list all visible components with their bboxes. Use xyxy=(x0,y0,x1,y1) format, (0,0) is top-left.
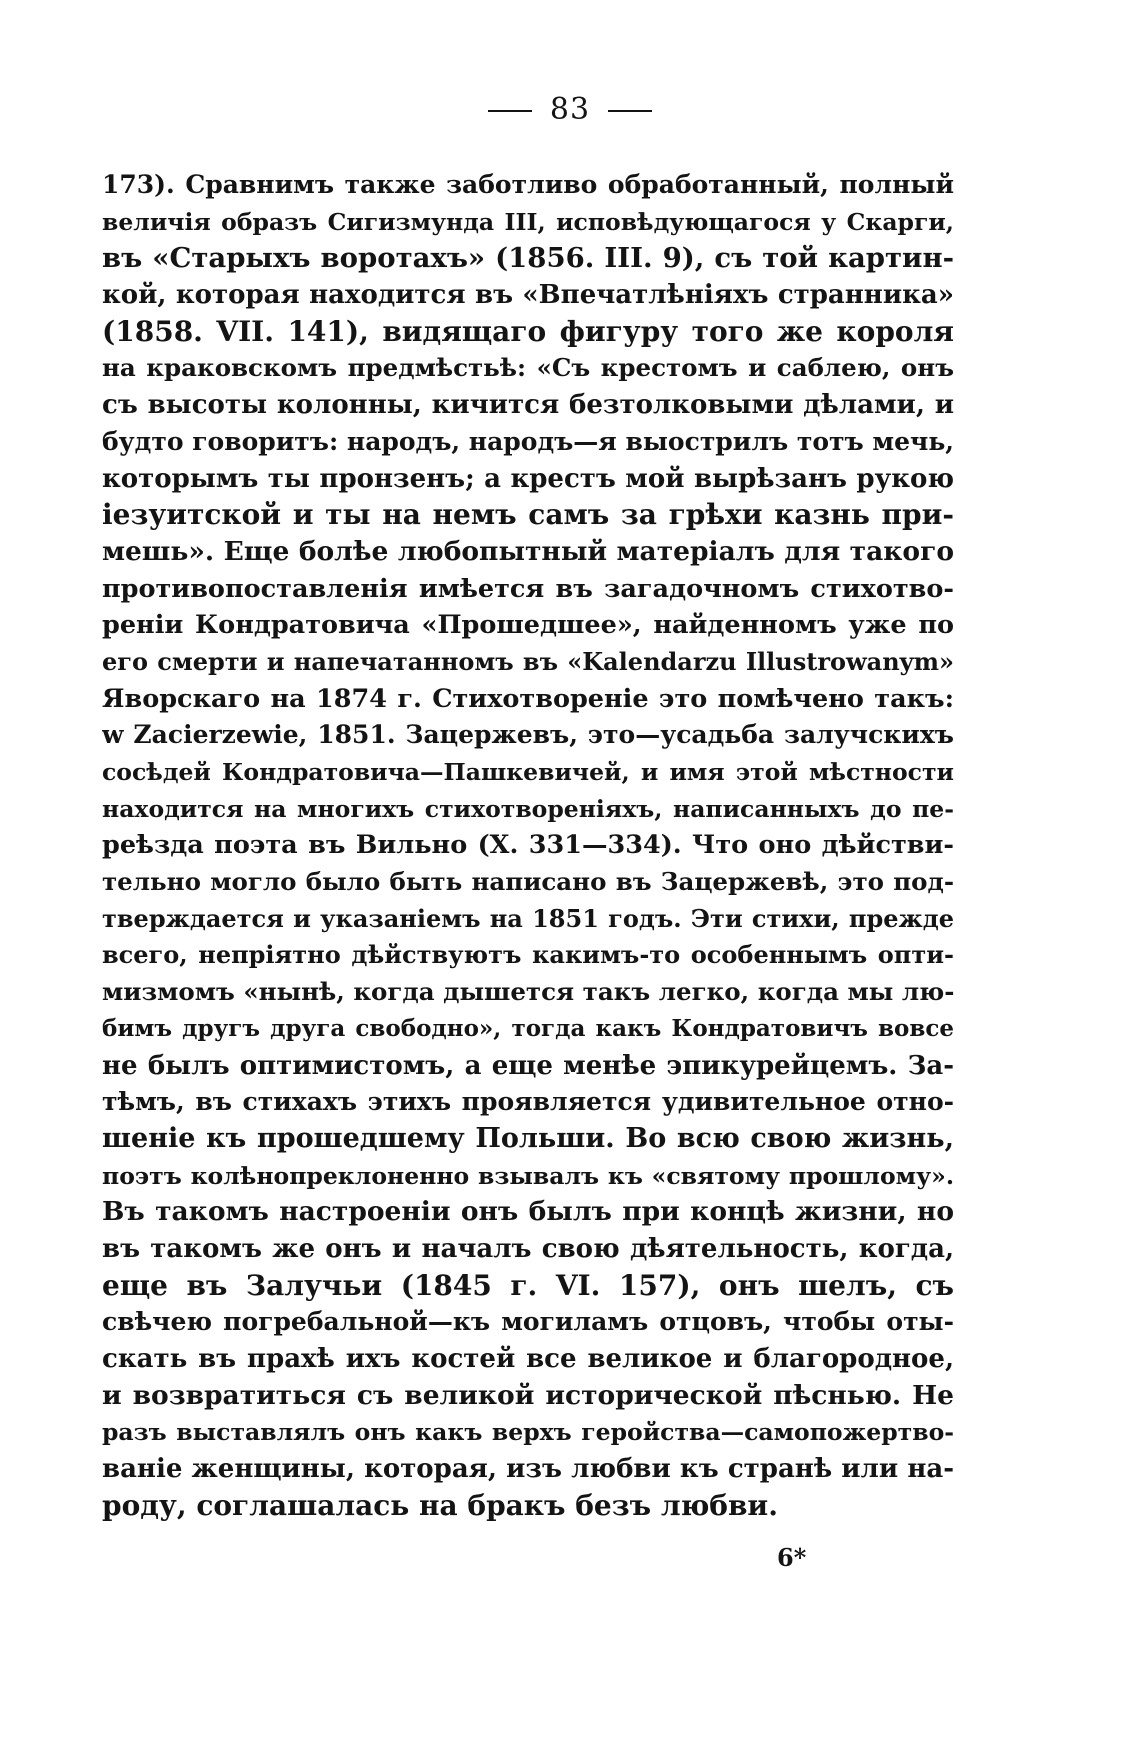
text-line: будто говоритъ: народъ, народъ—я выострилъ тотъ мечь, xyxy=(102,426,954,456)
text-line: Яворскаго на 1874 г. Стихотвореніе это помѣчено такъ: xyxy=(102,683,954,714)
text-line: 173). Сравнимъ также заботливо обработанный, полный xyxy=(102,170,954,199)
text-line: на краковскомъ предмѣстьѣ: «Съ крестомъ и саблею, онъ xyxy=(102,353,954,383)
text-line: бимъ другъ друга свободно», тогда какъ Кондратовичъ вовсе xyxy=(102,1014,954,1042)
page-number-text: 83 xyxy=(549,92,591,127)
text-line: не былъ оптимистомъ, а еще менѣе эпикурейцемъ. За- xyxy=(102,1050,954,1081)
signature-mark: 6* xyxy=(777,1543,807,1572)
text-line: въ такомъ же онъ и началъ свою дѣятельность, когда, xyxy=(102,1233,954,1264)
text-line: и возвратиться съ великой исторической пѣснью. Не xyxy=(102,1379,954,1411)
text-line: разъ выставлялъ онъ какъ верхъ геройства—самопожертво- xyxy=(102,1418,954,1447)
text-line: скать въ прахѣ ихъ костей все великое и благородное, xyxy=(102,1344,954,1374)
text-line: тверждается и указаніемъ на 1851 годъ. Эти стихи, прежде xyxy=(102,903,954,933)
text-line: тельно могло было быть написано въ Зацержевѣ, это под- xyxy=(102,867,954,897)
text-line: мешь». Еще болѣе любопытный матеріалъ для такого xyxy=(102,535,954,567)
text-line: противопоставленія имѣется въ загадочномъ стихотво- xyxy=(102,573,954,604)
text-line: мизмомъ «нынѣ, когда дышется такъ легко, когда мы лю- xyxy=(102,977,954,1007)
text-line: всего, непріятно дѣйствуютъ какимъ-то особеннымъ опти- xyxy=(102,940,954,970)
text-line: іезуитской и ты на немъ самъ за грѣхи казнь при- xyxy=(102,498,954,532)
page-number-right-dash xyxy=(608,110,652,112)
text-line: шеніе къ прошедшему Польши. Во всю свою жизнь, xyxy=(102,1122,954,1154)
text-line: поэтъ колѣнопреклоненно взывалъ къ «святому прошлому». xyxy=(102,1161,954,1190)
page-number-left-dash xyxy=(488,110,532,112)
text-line: находится на многихъ стихотвореніяхъ, написанныхъ до пе- xyxy=(102,794,954,823)
text-line: свѣчею погребальной—къ могиламъ отцовъ, чтобы оты- xyxy=(102,1307,954,1337)
text-line: сосѣдей Кондратовича—Пашкевичей, и имя этой мѣстности xyxy=(102,758,954,786)
text-line: роду, соглашалась на бракъ безъ любви. xyxy=(102,1488,778,1522)
text-line: (1858. VII. 141), видящаго фигуру того же короля xyxy=(102,314,954,348)
text-line: еще въ Залучьи (1845 г. VI. 157), онъ шелъ, съ xyxy=(102,1268,954,1302)
text-line: ваніе женщины, которая, изъ любви къ странѣ или на- xyxy=(102,1454,954,1485)
text-line: которымъ ты пронзенъ; а крестъ мой вырѣзанъ рукою xyxy=(102,463,954,494)
text-line: его смерти и напечатанномъ въ «Kalendarzu Illustrowanym» xyxy=(102,646,954,676)
text-line: тѣмъ, въ стихахъ этихъ проявляется удивительное отно- xyxy=(102,1087,954,1117)
text-line: величія образъ Сигизмунда III, исповѣдующагося у Скарги, xyxy=(102,207,954,236)
text-line: реѣзда поэта въ Вильно (X. 331—334). Что оно дѣйстви- xyxy=(102,830,954,861)
text-line: Въ такомъ настроеніи онъ былъ при концѣ жизни, но xyxy=(102,1196,954,1228)
text-line: реніи Кондратовича «Прошедшее», найденномъ уже по xyxy=(102,610,954,641)
body-text xyxy=(102,167,954,1524)
text-line: w Zacierzewie, 1851. Зацержевъ, это—усадьба залучскихъ xyxy=(102,720,954,750)
text-line: въ «Старыхъ воротахъ» (1856. III. 9), съ той картин- xyxy=(102,242,954,275)
text-line: кой, которая находится въ «Впечатлѣніяхъ странника» xyxy=(102,280,954,311)
text-line: съ высоты колонны, кичится безтолковыми дѣлами, и xyxy=(102,390,954,421)
page-number xyxy=(0,92,1140,127)
